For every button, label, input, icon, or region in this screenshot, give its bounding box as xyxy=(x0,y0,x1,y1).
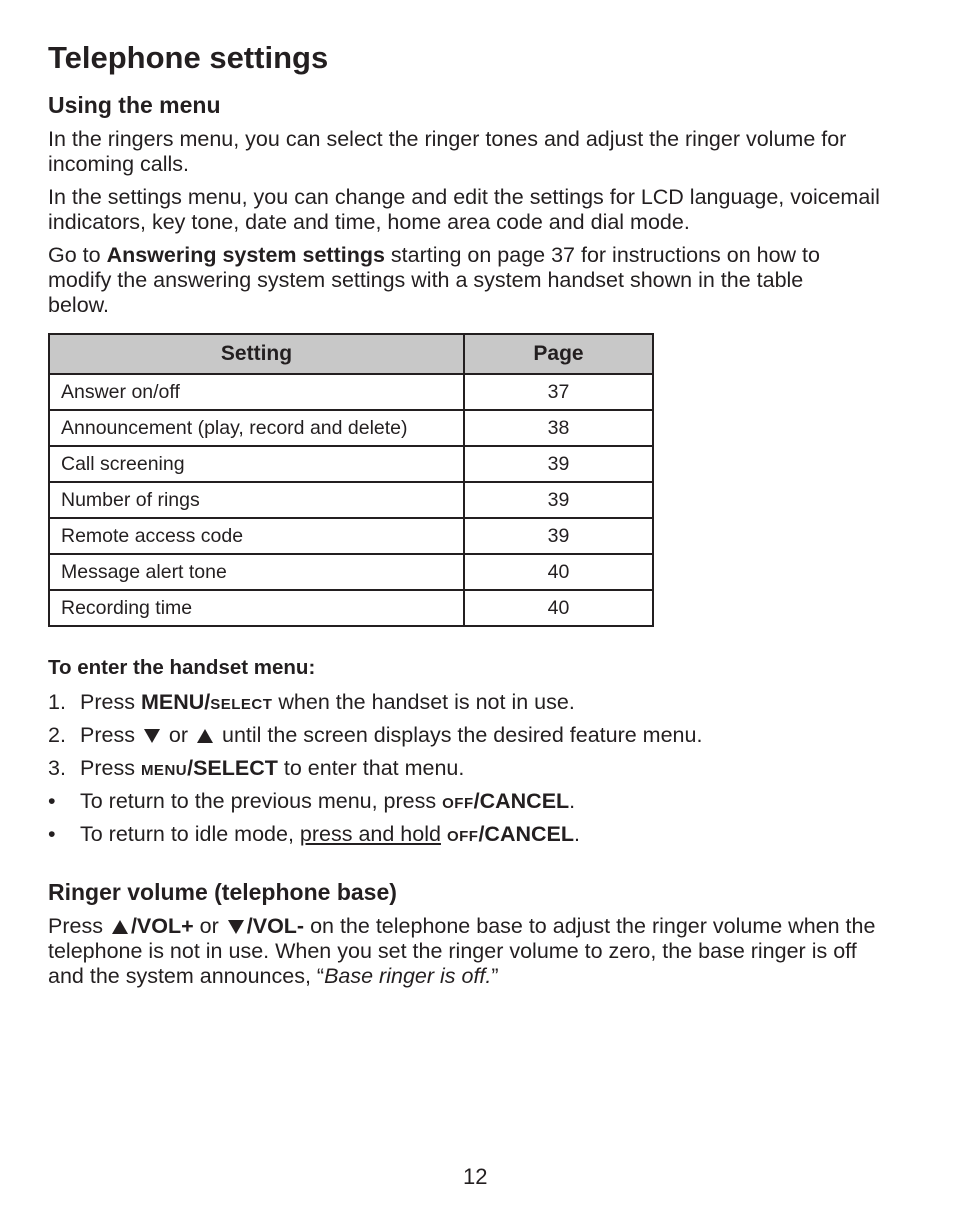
step-text xyxy=(80,754,464,785)
paragraph-ringer-volume xyxy=(48,914,878,989)
menu-key-label: MENU/ xyxy=(140,690,211,714)
step-text-pre: Press xyxy=(80,723,141,747)
ringer-text-pre: Press xyxy=(48,914,109,938)
setting-cell: Answer on/off xyxy=(49,374,464,410)
bullet-text-pre: To return to idle mode, xyxy=(80,822,300,846)
page-cell: 37 xyxy=(464,374,653,410)
step-text-post: to enter that menu. xyxy=(277,756,465,780)
off-key-label: OFF xyxy=(442,795,474,812)
bullet-text-post: . xyxy=(574,822,580,846)
table-row xyxy=(49,410,653,446)
bullet-text-pre: To return to the previous menu, press xyxy=(80,789,443,813)
table-row xyxy=(49,374,653,410)
cancel-key-label: /CANCEL xyxy=(473,789,570,813)
list-item xyxy=(48,787,908,820)
step-text-post: until the screen displays the desired feature menu. xyxy=(216,723,703,747)
step-number: 2. xyxy=(48,723,66,747)
vol-down-key-label: /VOL- xyxy=(246,914,305,938)
setting-cell: Number of rings xyxy=(49,482,464,518)
section-heading-ringer-volume: Ringer volume (telephone base) xyxy=(48,879,397,905)
paragraph-answering-system xyxy=(48,243,848,318)
table-row xyxy=(49,554,653,590)
cancel-key-label: /CANCEL xyxy=(478,822,574,846)
page-cell: 40 xyxy=(464,590,653,626)
step-text xyxy=(80,688,575,719)
announcement-quote: Base ringer is off. xyxy=(324,964,492,988)
select-key-label: /SELECT xyxy=(187,756,278,780)
settings-table xyxy=(48,333,654,627)
table-header-row xyxy=(49,334,653,374)
closing-quote: ” xyxy=(491,964,499,988)
list-item xyxy=(48,688,908,721)
setting-cell: Message alert tone xyxy=(49,554,464,590)
down-arrow-icon xyxy=(228,920,244,934)
column-header-page: Page xyxy=(464,334,653,374)
steps-title: To enter the handset menu: xyxy=(48,656,316,679)
para3-text-end: starting on page 37 for instructions on how to modify the answering system settings with a system handset shown in the table below. xyxy=(48,243,820,317)
page-title: Telephone settings xyxy=(48,40,329,75)
menu-key-label: MENU xyxy=(140,762,188,779)
down-arrow-icon xyxy=(144,729,160,743)
bullet: • xyxy=(48,789,56,813)
list-item xyxy=(48,820,908,853)
press-and-hold-text: press and hold xyxy=(299,822,441,846)
bullet: • xyxy=(48,822,56,846)
answering-system-settings-ref: Answering system settings xyxy=(106,243,385,267)
bullet-text xyxy=(80,820,580,851)
page-cell: 39 xyxy=(464,446,653,482)
page-cell: 40 xyxy=(464,554,653,590)
ringer-text-mid: or xyxy=(193,914,225,938)
step-number: 1. xyxy=(48,690,66,714)
setting-cell: Remote access code xyxy=(49,518,464,554)
paragraph-ringers-menu: In the ringers menu, you can select the ringer tones and adjust the ringer volume for incoming calls. xyxy=(48,127,847,176)
table-row xyxy=(49,482,653,518)
setting-cell: Call screening xyxy=(49,446,464,482)
step-number: 3. xyxy=(48,756,66,780)
list-item xyxy=(48,754,908,787)
step-text-mid: or xyxy=(162,723,195,747)
page-cell: 39 xyxy=(464,518,653,554)
table-row xyxy=(49,446,653,482)
step-text-pre: Press xyxy=(80,756,141,780)
off-key-label: OFF xyxy=(446,828,479,845)
step-text-post: when the handset is not in use. xyxy=(272,690,575,714)
column-header-setting: Setting xyxy=(49,334,464,374)
step-text xyxy=(80,721,702,749)
setting-cell: Announcement (play, record and delete) xyxy=(49,410,464,446)
bullet-text xyxy=(80,787,575,818)
table-row xyxy=(49,590,653,626)
select-key-label: SELECT xyxy=(210,696,273,713)
section-heading-using-menu: Using the menu xyxy=(48,92,221,118)
page-cell: 38 xyxy=(464,410,653,446)
paragraph-settings-menu: In the settings menu, you can change and edit the settings for LCD language, voicemail indicators, key tone, date and time, home area code and dial mode. xyxy=(48,185,880,234)
step-text-pre: Press xyxy=(80,690,141,714)
steps-list xyxy=(48,688,908,853)
setting-cell: Recording time xyxy=(49,590,464,626)
page-number: 12 xyxy=(463,1164,488,1189)
up-arrow-icon xyxy=(112,920,128,934)
list-item xyxy=(48,721,908,754)
up-arrow-icon xyxy=(197,729,213,743)
bullet-text-post: . xyxy=(569,789,576,813)
vol-up-key-label: /VOL+ xyxy=(130,914,194,938)
table-row xyxy=(49,518,653,554)
page-cell: 39 xyxy=(464,482,653,518)
ringer-text-post: on the telephone base to adjust the ringer volume when the telephone is not in use. When you set the ringer volume to zero, the base ringer is off and the system announces, “ xyxy=(48,914,876,988)
para3-text: Go to xyxy=(48,243,107,267)
